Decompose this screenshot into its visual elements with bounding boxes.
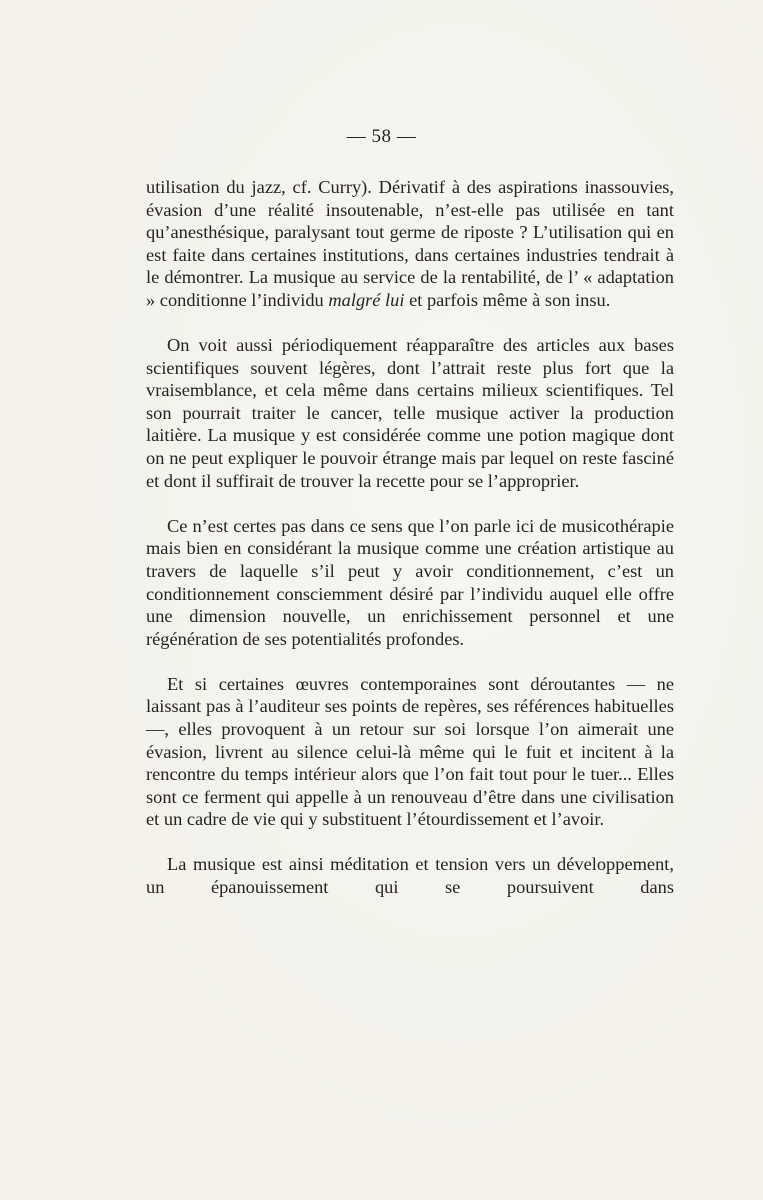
paragraph-1-text-end: et parfois même à son insu. <box>404 289 611 310</box>
body-text <box>146 176 674 921</box>
paragraph-1 <box>146 176 674 312</box>
paragraph-5: La musique est ainsi méditation et tension vers un développement, un épanouissement qui se poursuivent dans <box>146 854 674 898</box>
paragraph-3: Ce n’est certes pas dans ce sens que l’on parle ici de musicothérapie mais bien en considérant la musique comme une création artistique au travers de laquelle s’il peut y avoir conditionnement, c’est un conditionnement consciemment désiré par l’individu auquel elle offre une dimension nouvelle, un enrichissement personnel et une régénération de ses potentialités profondes. <box>146 515 674 649</box>
paragraph-2: On voit aussi périodiquement réapparaître des articles aux bases scientifiques souvent légères, dont l’attrait reste plus fort que la vraisemblance, et cela même dans certains milieux scientifiques. Tel son pourrait traiter le cancer, telle musique activer la production laitière. La musique y est considérée comme une potion magique dont on ne peut expliquer le pouvoir étrange mais par lequel on reste fasciné et dont il suffirait de trouver la recette pour se l’approprier. <box>146 335 674 491</box>
paragraph-1-italic: malgré lui <box>328 289 405 310</box>
paragraph-4: Et si certaines œuvres contemporaines sont déroutantes — ne laissant pas à l’auditeur ses points de repères, ses références habituelles —, elles provoquent à un retour sur soi lorsque l’on aimerait une évasion, livrent au silence celui-là même qui le fuit et incitent à la rencontre du temps intérieur alors que l’on fait tout pour le tuer... Elles sont ce ferment qui appelle à un renouveau d’être dans une civilisation et un cadre de vie qui y substituent l’étourdissement et l’avoir. <box>146 673 674 830</box>
paragraph-1-text: utilisation du jazz, cf. Curry). Dérivatif à des aspirations inassouvies, évasion d’une réalité insoutenable, n’est-elle pas utilisée en tant qu’anesthésique, paralysant tout germe de riposte ? L’utilisation qui en est faite dans certaines institutions, dans certaines industries tendrait à le démontrer. La musique au service de la rentabilité, de l’ « adaptation » conditionne l’individu <box>146 177 674 310</box>
page-number: — 58 — <box>346 126 417 147</box>
